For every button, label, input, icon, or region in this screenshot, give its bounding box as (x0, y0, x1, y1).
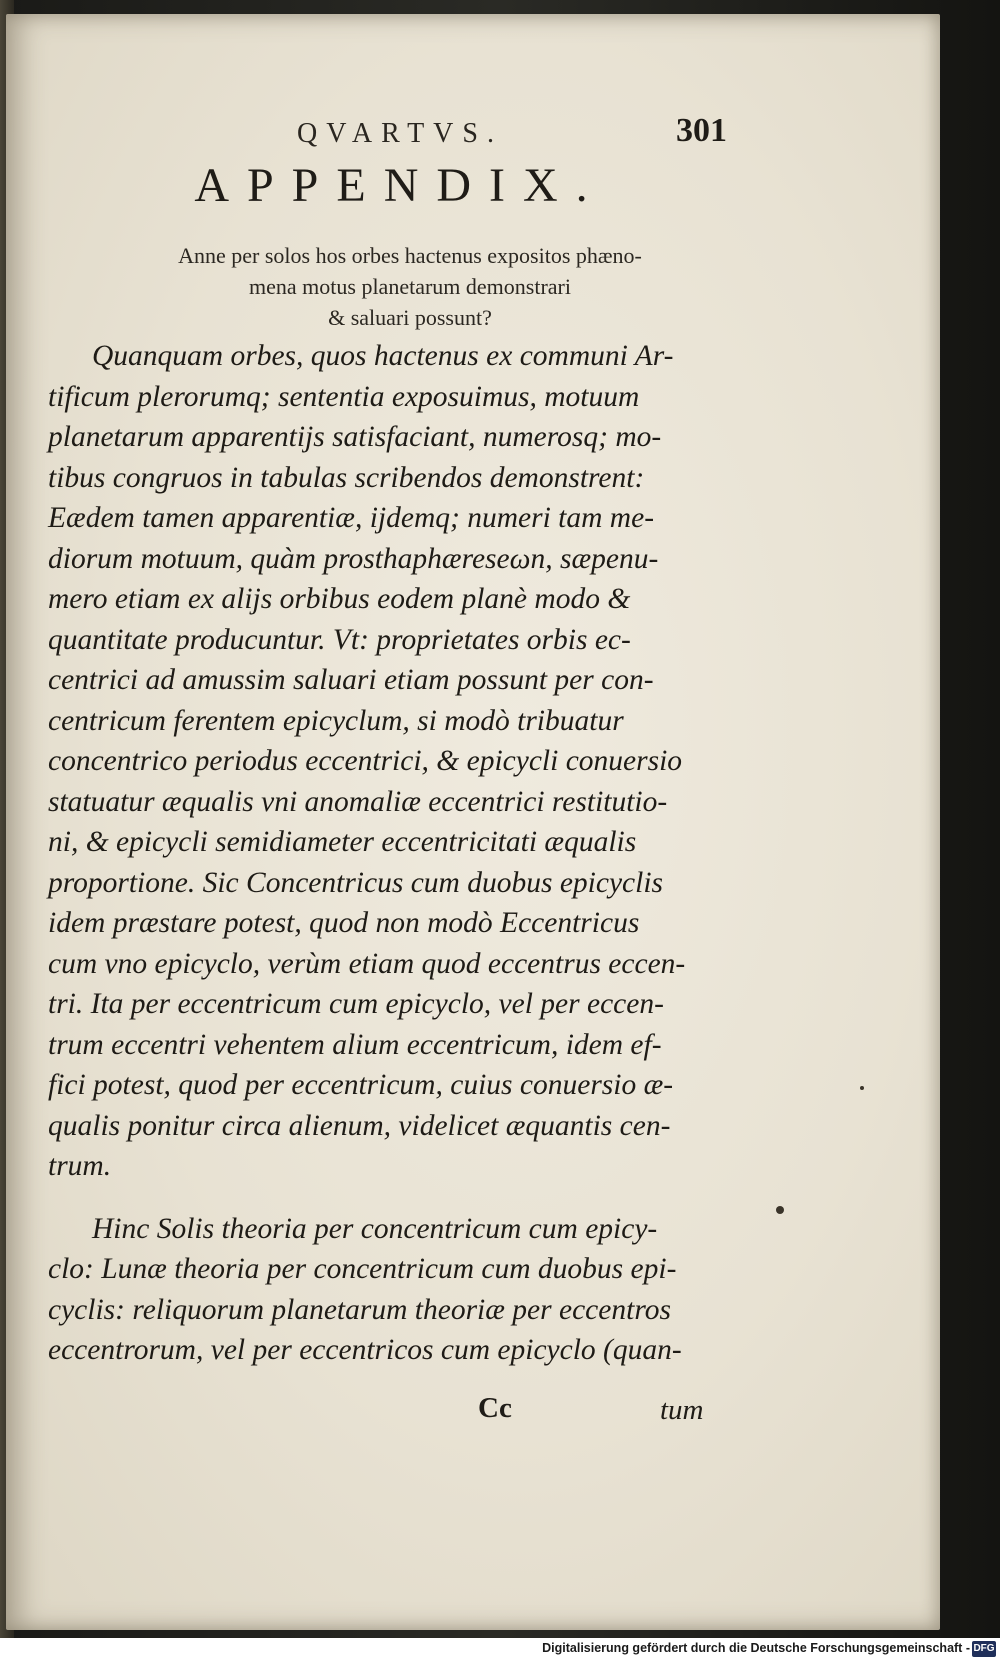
text-line: cum vno epicyclo, verùm etiam quod eccentrus eccen- (48, 947, 686, 980)
text-line: quantitate producuntur. Vt: proprietates orbis ec- (48, 623, 631, 656)
text-line: planetarum apparentijs satisfaciant, numerosq; mo- (48, 421, 662, 453)
text-line: tificum plerorumq; sententia exposuimus, motuum (48, 380, 640, 413)
subtitle-question (90, 240, 730, 333)
text-line: proportione. Sic Concentricus cum duobus epicyclis (48, 866, 664, 899)
text-line: eccentrorum, vel per eccentricos cum epicyclo (quan- (48, 1334, 682, 1366)
text-line: Hinc Solis theoria per concentricum cum epicy- (92, 1212, 658, 1245)
text-line: fici potest, quod per eccentricum, cuius conuersio æ- (48, 1069, 674, 1101)
signature-mark: Cc (478, 1392, 512, 1424)
running-head: QVARTVS. (297, 118, 503, 149)
text-line: statuatur æqualis vni anomaliæ eccentrici restitutio- (48, 785, 668, 818)
ink-speck (860, 1086, 864, 1090)
funding-credit: Digitalisierung gefördert durch die Deutsche Forschungsgemeinschaft - (542, 1641, 970, 1655)
dfg-logo: DFG (972, 1641, 996, 1657)
text-line: tibus congruos in tabulas scribendos demonstrent: (48, 461, 645, 494)
text-line: idem præstare potest, quod non modò Eccentricus (48, 907, 640, 939)
text-line: Quanquam orbes, quos hactenus ex communi Ar- (92, 340, 674, 372)
text-line: concentrico periodus eccentrici, & epicycli conuersio (48, 745, 683, 777)
text-line: qualis ponitur circa alienum, videlicet æquantis cen- (48, 1109, 671, 1142)
text-line: trum. (48, 1150, 112, 1182)
text-line: centrici ad amussim saluari etiam possunt per con- (48, 664, 654, 696)
subtitle-line: mena motus planetarum demonstrari (249, 274, 571, 299)
subtitle-line: & saluari possunt? (328, 305, 492, 330)
text-line: diorum motuum, quàm prosthaphæreseωn, sæpenu- (48, 542, 659, 575)
page-title: APPENDIX. (194, 159, 606, 212)
page-number: 301 (676, 112, 727, 149)
text-line: clo: Lunæ theoria per concentricum cum duobus epi- (48, 1253, 677, 1285)
text-line: cyclis: reliquorum planetarum theoriæ per eccentros (48, 1293, 671, 1326)
text-line: centricum ferentem epicyclum, si modò tribuatur (48, 704, 624, 737)
text-line: tri. Ita per eccentricum cum epicyclo, vel per eccen- (48, 988, 664, 1020)
text-line: trum eccentri vehentem alium eccentricum, idem ef- (48, 1028, 662, 1061)
paragraph-gap (48, 1187, 738, 1209)
catchword: tum (660, 1394, 704, 1426)
body-text (48, 336, 738, 1371)
text-line: Eædem tamen apparentiæ, ijdemq; numeri tam me- (48, 502, 655, 534)
ink-speck (776, 1206, 784, 1214)
text-line: ni, & epicycli semidiameter eccentricitati æqualis (48, 826, 637, 858)
subtitle-line: Anne per solos hos orbes hactenus expositos phæno- (178, 243, 642, 268)
text-line: mero etiam ex alijs orbibus eodem planè modo & (48, 583, 631, 615)
